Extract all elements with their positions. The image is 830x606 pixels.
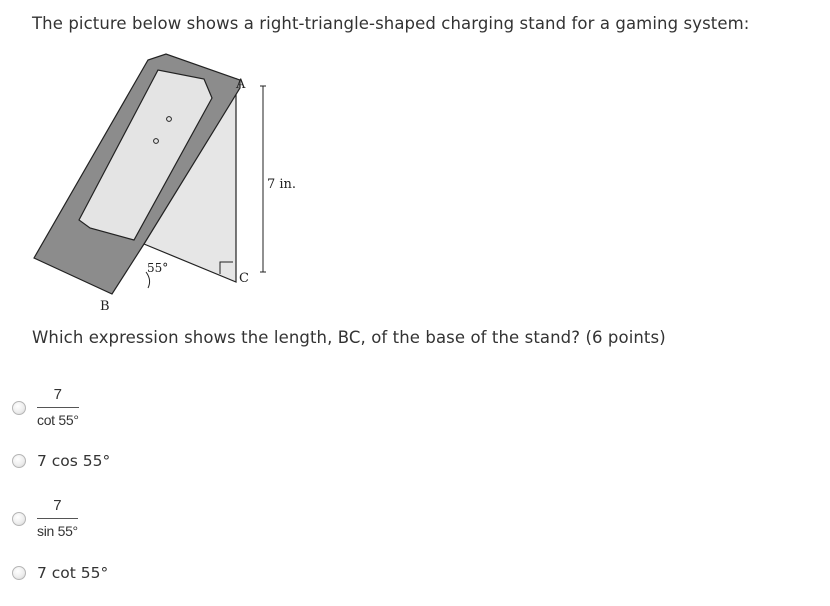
intro-text: The picture below shows a right-triangle-shaped charging stand for a gaming system: <box>32 14 750 33</box>
radio-button[interactable] <box>12 454 26 468</box>
fraction-numerator: 7 <box>53 497 62 514</box>
radio-button[interactable] <box>12 566 26 580</box>
question-text: Which expression shows the length, BC, of the base of the stand? (6 points) <box>32 328 666 347</box>
angle-label: 55° <box>147 261 169 275</box>
fraction <box>37 497 78 540</box>
fraction-numerator: 7 <box>53 386 62 403</box>
charging-stand-figure <box>28 50 328 320</box>
fraction-denominator: cot 55° <box>37 412 79 428</box>
option-label: 7 cot 55° <box>37 564 109 582</box>
answer-option-1[interactable] <box>12 386 79 429</box>
vertex-label-b: B <box>100 299 110 314</box>
fraction-denominator: sin 55° <box>37 523 78 539</box>
answer-option-3[interactable] <box>12 497 78 540</box>
vertex-label-a: A <box>236 77 246 92</box>
charging-stand-diagram <box>28 50 328 320</box>
answer-option-4[interactable] <box>12 564 108 582</box>
height-label: 7 in. <box>267 177 297 192</box>
radio-button[interactable] <box>12 401 26 415</box>
vertex-label-c: C <box>239 271 249 286</box>
fraction <box>37 386 79 429</box>
option-label: 7 cos 55° <box>37 452 111 470</box>
radio-button[interactable] <box>12 512 26 526</box>
answer-option-2[interactable] <box>12 452 110 470</box>
